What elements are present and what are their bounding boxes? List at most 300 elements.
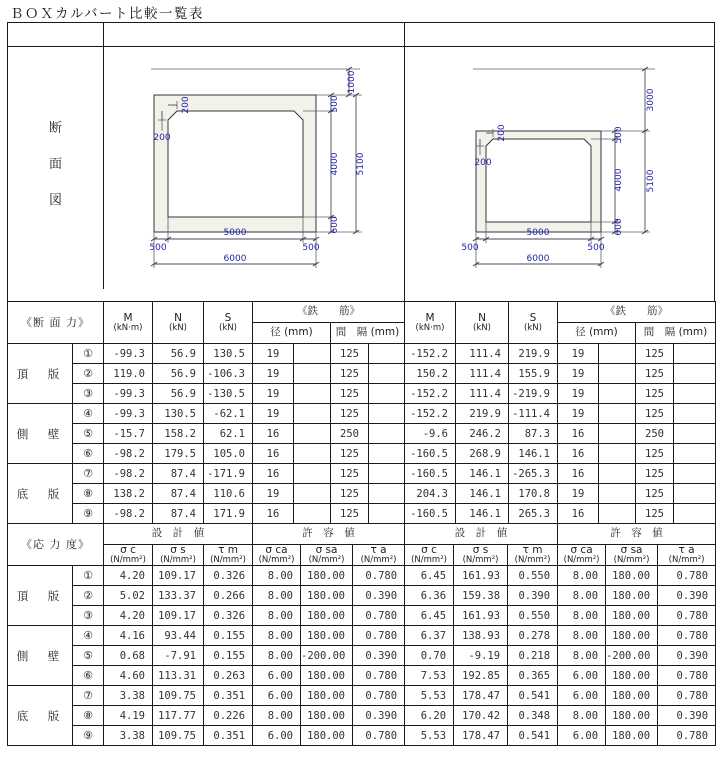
value-cell: 204.3: [405, 484, 456, 504]
row-number: ⑤: [73, 646, 104, 666]
dim-inner-width: 5000: [526, 228, 550, 238]
dim-top-slab: 500: [614, 126, 624, 144]
value-cell: 19: [253, 484, 294, 504]
value-cell: -98.2: [104, 464, 153, 484]
value-cell: -99.3: [104, 404, 153, 424]
n-symbol: N: [478, 311, 486, 324]
value-cell: [369, 384, 405, 404]
value-cell: 0.390: [353, 586, 405, 606]
value-cell: [294, 424, 331, 444]
value-cell: 6.00: [558, 666, 606, 686]
value-cell: 7.53: [405, 666, 454, 686]
dim-wall-left: 500: [461, 243, 479, 253]
value-cell: 180.00: [301, 626, 353, 646]
value-cell: 4.20: [104, 566, 153, 586]
allow-header-left: 許 容 値: [253, 524, 405, 545]
value-cell: -152.2: [405, 384, 456, 404]
stress-col-header: [405, 545, 454, 566]
header-blank-cell: [104, 23, 405, 46]
value-cell: 180.00: [606, 626, 658, 646]
value-cell: 0.351: [204, 686, 253, 706]
value-cell: 0.780: [658, 606, 716, 626]
value-cell: 180.00: [606, 726, 658, 746]
value-cell: 0.780: [658, 566, 716, 586]
stress-symbol: σ sa: [315, 544, 338, 557]
value-cell: 155.9: [509, 364, 558, 384]
value-cell: 0.550: [508, 606, 558, 626]
value-cell: 125: [331, 404, 369, 424]
stress-unit: (N/mm²): [462, 555, 499, 566]
n-unit: (kN): [473, 322, 491, 333]
value-cell: 180.00: [301, 566, 353, 586]
dim-inner-width: 5000: [223, 228, 247, 238]
row-number: ③: [73, 606, 104, 626]
value-cell: 0.266: [204, 586, 253, 606]
value-cell: -98.2: [104, 444, 153, 464]
value-cell: 171.9: [204, 504, 253, 524]
value-cell: 19: [558, 364, 599, 384]
stress-symbol: σ sa: [620, 544, 643, 557]
value-cell: [294, 464, 331, 484]
value-cell: 16: [558, 464, 599, 484]
row-number: ⑦: [73, 464, 104, 484]
stress-col-header: [253, 545, 301, 566]
row-group-label: 頂 版: [8, 566, 73, 626]
dim-wall-right: 500: [587, 243, 605, 253]
value-cell: [674, 484, 716, 504]
value-cell: 0.68: [104, 646, 153, 666]
value-cell: -106.3: [204, 364, 253, 384]
cross-section-row: [7, 46, 715, 302]
value-cell: 161.93: [454, 566, 508, 586]
value-cell: [599, 444, 636, 464]
label-char: 図: [48, 192, 62, 208]
value-cell: -9.6: [405, 424, 456, 444]
row-group-label: 側 壁: [8, 626, 73, 686]
value-cell: [674, 464, 716, 484]
dim-wall-right: 500: [302, 243, 320, 253]
value-cell: [294, 504, 331, 524]
row-group-label: 底 版: [8, 464, 73, 524]
value-cell: -265.3: [509, 464, 558, 484]
value-cell: 0.155: [204, 646, 253, 666]
value-cell: 0.326: [204, 606, 253, 626]
stress-unit: (N/mm²): [160, 555, 196, 566]
value-cell: 219.9: [456, 404, 509, 424]
value-cell: 111.4: [456, 364, 509, 384]
value-cell: 179.5: [153, 444, 204, 464]
value-cell: 0.780: [353, 626, 405, 646]
value-cell: 8.00: [558, 706, 606, 726]
value-cell: 150.2: [405, 364, 456, 384]
stress-symbol: τ m: [218, 544, 238, 557]
value-cell: -7.91: [153, 646, 204, 666]
value-cell: 178.47: [454, 686, 508, 706]
dia-header-left: 径 (mm): [253, 323, 331, 344]
value-cell: 125: [331, 384, 369, 404]
value-cell: 265.3: [509, 504, 558, 524]
value-cell: 8.00: [558, 626, 606, 646]
row-group-label: 頂 版: [8, 344, 73, 404]
value-cell: 3.38: [104, 686, 153, 706]
value-cell: 93.44: [153, 626, 204, 646]
value-cell: 138.93: [454, 626, 508, 646]
col-header-n-right: [456, 302, 509, 344]
value-cell: 146.1: [456, 504, 509, 524]
page-title: ＢＯＸカルバート比較一覧表: [10, 6, 205, 22]
s-symbol: S: [529, 311, 537, 324]
value-cell: 180.00: [301, 666, 353, 686]
value-cell: -200.00: [301, 646, 353, 666]
stress-col-header: [454, 545, 508, 566]
row-number: ②: [73, 586, 104, 606]
row-number: ⑨: [73, 504, 104, 524]
pitch-header-left: 間 隔 (mm): [331, 323, 405, 344]
value-cell: 125: [636, 464, 674, 484]
value-cell: 146.1: [509, 444, 558, 464]
value-cell: 180.00: [606, 686, 658, 706]
stress-unit: (N/mm²): [110, 555, 146, 566]
dim-cover: 3000: [646, 88, 656, 112]
value-cell: 0.263: [204, 666, 253, 686]
value-cell: 19: [253, 344, 294, 364]
dim-total-width: 6000: [526, 254, 550, 264]
value-cell: 19: [558, 404, 599, 424]
stress-unit: (N/mm²): [308, 555, 345, 566]
value-cell: [599, 504, 636, 524]
stress-symbol: σ c: [421, 544, 437, 557]
value-cell: 0.780: [658, 626, 716, 646]
value-cell: 6.45: [405, 606, 454, 626]
value-cell: 8.00: [253, 586, 301, 606]
m-unit: (kN·m): [415, 322, 445, 333]
value-cell: 113.31: [153, 666, 204, 686]
value-cell: 130.5: [153, 404, 204, 424]
value-cell: 16: [253, 424, 294, 444]
value-cell: 0.226: [204, 706, 253, 726]
value-cell: 125: [636, 384, 674, 404]
row-group-label: 底 版: [8, 686, 73, 746]
value-cell: 133.37: [153, 586, 204, 606]
value-cell: 4.20: [104, 606, 153, 626]
value-cell: 111.4: [456, 344, 509, 364]
value-cell: 0.780: [353, 606, 405, 626]
value-cell: 0.351: [204, 726, 253, 746]
value-cell: 0.780: [353, 726, 405, 746]
row-number: ④: [73, 404, 104, 424]
value-cell: 180.00: [301, 586, 353, 606]
row-group-label: 側 壁: [8, 404, 73, 464]
dim-bottom-slab: 600: [614, 218, 624, 236]
col-header-s-right: [509, 302, 558, 344]
row-number: ⑤: [73, 424, 104, 444]
col-header-s-left: [204, 302, 253, 344]
value-cell: 0.326: [204, 566, 253, 586]
dim-haunch-h: 200: [153, 133, 171, 143]
value-cell: 119.0: [104, 364, 153, 384]
value-cell: 8.00: [253, 706, 301, 726]
stress-col-header: [204, 545, 253, 566]
value-cell: 170.8: [509, 484, 558, 504]
value-cell: -160.5: [405, 504, 456, 524]
value-cell: 0.780: [353, 686, 405, 706]
value-cell: 6.00: [558, 726, 606, 746]
stress-unit: (N/mm²): [360, 555, 397, 566]
value-cell: 125: [331, 444, 369, 464]
row-number: ①: [73, 344, 104, 364]
label-char: 面: [48, 156, 62, 172]
value-cell: 16: [558, 504, 599, 524]
value-cell: 8.00: [558, 646, 606, 666]
value-cell: 180.00: [606, 666, 658, 686]
section-force-table: [7, 301, 716, 524]
value-cell: 4.16: [104, 626, 153, 646]
dim-total-height: 5100: [646, 169, 656, 193]
row-number: ⑥: [73, 666, 104, 686]
stress-unit: (N/mm²): [668, 555, 705, 566]
dim-inner-height: 4000: [330, 152, 340, 176]
value-cell: 3.38: [104, 726, 153, 746]
value-cell: -130.5: [204, 384, 253, 404]
stress-col-header: [353, 545, 405, 566]
value-cell: [369, 464, 405, 484]
pitch-header-right: 間 隔 (mm): [636, 323, 716, 344]
stress-col-header: [606, 545, 658, 566]
stress-symbol: σ s: [170, 544, 186, 557]
value-cell: [674, 404, 716, 424]
cross-section-label: [8, 35, 104, 289]
value-cell: 16: [558, 424, 599, 444]
table-frame: [7, 22, 715, 746]
value-cell: 180.00: [301, 686, 353, 706]
value-cell: 5.02: [104, 586, 153, 606]
value-cell: 19: [253, 404, 294, 424]
value-cell: [599, 384, 636, 404]
value-cell: 8.00: [253, 646, 301, 666]
value-cell: -160.5: [405, 444, 456, 464]
stress-col-header: [658, 545, 716, 566]
value-cell: 110.6: [204, 484, 253, 504]
value-cell: 180.00: [606, 586, 658, 606]
value-cell: 0.155: [204, 626, 253, 646]
value-cell: 180.00: [606, 606, 658, 626]
value-cell: 117.77: [153, 706, 204, 726]
n-symbol: N: [174, 311, 182, 324]
value-cell: -160.5: [405, 464, 456, 484]
value-cell: 109.17: [153, 606, 204, 626]
value-cell: 8.00: [558, 566, 606, 586]
value-cell: 0.390: [658, 646, 716, 666]
value-cell: -152.2: [405, 404, 456, 424]
dim-total-width: 6000: [223, 254, 247, 264]
value-cell: 8.00: [558, 586, 606, 606]
value-cell: 125: [331, 464, 369, 484]
row-number: ④: [73, 626, 104, 646]
row-number: ⑥: [73, 444, 104, 464]
value-cell: 4.60: [104, 666, 153, 686]
value-cell: 250: [331, 424, 369, 444]
design-header-left: 設 計 値: [104, 524, 253, 545]
allow-header-right: 許 容 値: [558, 524, 716, 545]
row-number: ⑨: [73, 726, 104, 746]
value-cell: [599, 364, 636, 384]
value-cell: -62.1: [204, 404, 253, 424]
value-cell: 219.9: [509, 344, 558, 364]
row-number: ⑧: [73, 484, 104, 504]
dia-header-right: 径 (mm): [558, 323, 636, 344]
value-cell: 111.4: [456, 384, 509, 404]
rebar-header-left: 《鉄 筋》: [253, 302, 405, 323]
value-cell: 109.75: [153, 726, 204, 746]
dim-haunch-w: 200: [181, 96, 191, 114]
value-cell: [369, 424, 405, 444]
value-cell: -111.4: [509, 404, 558, 424]
s-unit: (kN): [524, 322, 542, 333]
value-cell: 6.00: [253, 686, 301, 706]
stress-symbol: σ c: [120, 544, 136, 557]
value-cell: 0.390: [658, 706, 716, 726]
value-cell: -152.2: [405, 344, 456, 364]
value-cell: [599, 404, 636, 424]
culvert-diagram-left: [104, 47, 405, 303]
value-cell: 56.9: [153, 364, 204, 384]
value-cell: [674, 344, 716, 364]
value-cell: 6.45: [405, 566, 454, 586]
value-cell: 125: [636, 444, 674, 464]
stress-col-header: [508, 545, 558, 566]
value-cell: 62.1: [204, 424, 253, 444]
dim-haunch-h: 200: [474, 158, 492, 168]
stress-col-header: [558, 545, 606, 566]
value-cell: 6.37: [405, 626, 454, 646]
stress-unit: (N/mm²): [411, 555, 447, 566]
value-cell: 159.38: [454, 586, 508, 606]
dim-haunch-w: 200: [497, 124, 507, 142]
value-cell: 125: [636, 484, 674, 504]
stress-symbol: τ a: [678, 544, 695, 557]
row-number: ①: [73, 566, 104, 586]
value-cell: -99.3: [104, 344, 153, 364]
value-cell: -99.3: [104, 384, 153, 404]
stress-symbol: σ ca: [570, 544, 593, 557]
header-blank-row: [7, 22, 715, 47]
m-symbol: M: [123, 311, 133, 324]
col-header-m-left: [104, 302, 153, 344]
value-cell: [674, 424, 716, 444]
value-cell: [294, 364, 331, 384]
value-cell: 158.2: [153, 424, 204, 444]
value-cell: [369, 444, 405, 464]
value-cell: 0.348: [508, 706, 558, 726]
value-cell: 19: [253, 384, 294, 404]
value-cell: 109.17: [153, 566, 204, 586]
stress-table: [7, 523, 716, 746]
value-cell: 146.1: [456, 484, 509, 504]
value-cell: [294, 404, 331, 424]
stress-symbol: σ s: [472, 544, 489, 557]
stress-symbol: τ m: [522, 544, 543, 557]
value-cell: [369, 404, 405, 424]
value-cell: 246.2: [456, 424, 509, 444]
value-cell: 250: [636, 424, 674, 444]
value-cell: 19: [558, 484, 599, 504]
m-symbol: M: [425, 311, 435, 324]
value-cell: 105.0: [204, 444, 253, 464]
col-header-n-left: [153, 302, 204, 344]
value-cell: 6.00: [558, 686, 606, 706]
value-cell: 6.20: [405, 706, 454, 726]
value-cell: [369, 484, 405, 504]
value-cell: 0.780: [658, 666, 716, 686]
rebar-header-right: 《鉄 筋》: [558, 302, 716, 323]
value-cell: 109.75: [153, 686, 204, 706]
dim-cover: 1000: [347, 70, 357, 94]
value-cell: 178.47: [454, 726, 508, 746]
row-number: ②: [73, 364, 104, 384]
value-cell: [294, 484, 331, 504]
value-cell: 0.390: [658, 586, 716, 606]
value-cell: 5.53: [405, 686, 454, 706]
value-cell: 0.365: [508, 666, 558, 686]
label-char: 断: [48, 120, 62, 136]
value-cell: 8.00: [558, 606, 606, 626]
stress-col-header: [153, 545, 204, 566]
stress-unit: (N/mm²): [613, 555, 650, 566]
value-cell: 0.390: [353, 646, 405, 666]
value-cell: 0.218: [508, 646, 558, 666]
value-cell: [674, 444, 716, 464]
culvert-diagram-right: [405, 47, 716, 303]
value-cell: 6.36: [405, 586, 454, 606]
value-cell: -9.19: [454, 646, 508, 666]
value-cell: 192.85: [454, 666, 508, 686]
stress-col-header: [104, 545, 153, 566]
value-cell: 0.780: [658, 726, 716, 746]
value-cell: 8.00: [253, 566, 301, 586]
value-cell: 180.00: [301, 726, 353, 746]
value-cell: 0.541: [508, 686, 558, 706]
n-unit: (kN): [169, 322, 187, 333]
value-cell: 87.3: [509, 424, 558, 444]
value-cell: 138.2: [104, 484, 153, 504]
stress-col-header: [301, 545, 353, 566]
value-cell: 87.4: [153, 504, 204, 524]
value-cell: 19: [558, 384, 599, 404]
value-cell: 125: [636, 364, 674, 384]
value-cell: 87.4: [153, 484, 204, 504]
diagram-right-cell: [405, 47, 716, 301]
row-number: ⑧: [73, 706, 104, 726]
value-cell: 87.4: [153, 464, 204, 484]
value-cell: [674, 504, 716, 524]
value-cell: [369, 344, 405, 364]
value-cell: 4.19: [104, 706, 153, 726]
value-cell: 16: [253, 464, 294, 484]
value-cell: 16: [253, 444, 294, 464]
stress-section-title: 《応 力 度》: [8, 524, 104, 566]
diagram-left-cell: [104, 47, 405, 301]
col-header-m-right: [405, 302, 456, 344]
value-cell: 170.42: [454, 706, 508, 726]
value-cell: 180.00: [606, 566, 658, 586]
value-cell: [294, 344, 331, 364]
value-cell: 16: [558, 444, 599, 464]
value-cell: 5.53: [405, 726, 454, 746]
value-cell: 146.1: [456, 464, 509, 484]
value-cell: [369, 364, 405, 384]
value-cell: 180.00: [301, 706, 353, 726]
value-cell: 6.00: [253, 726, 301, 746]
